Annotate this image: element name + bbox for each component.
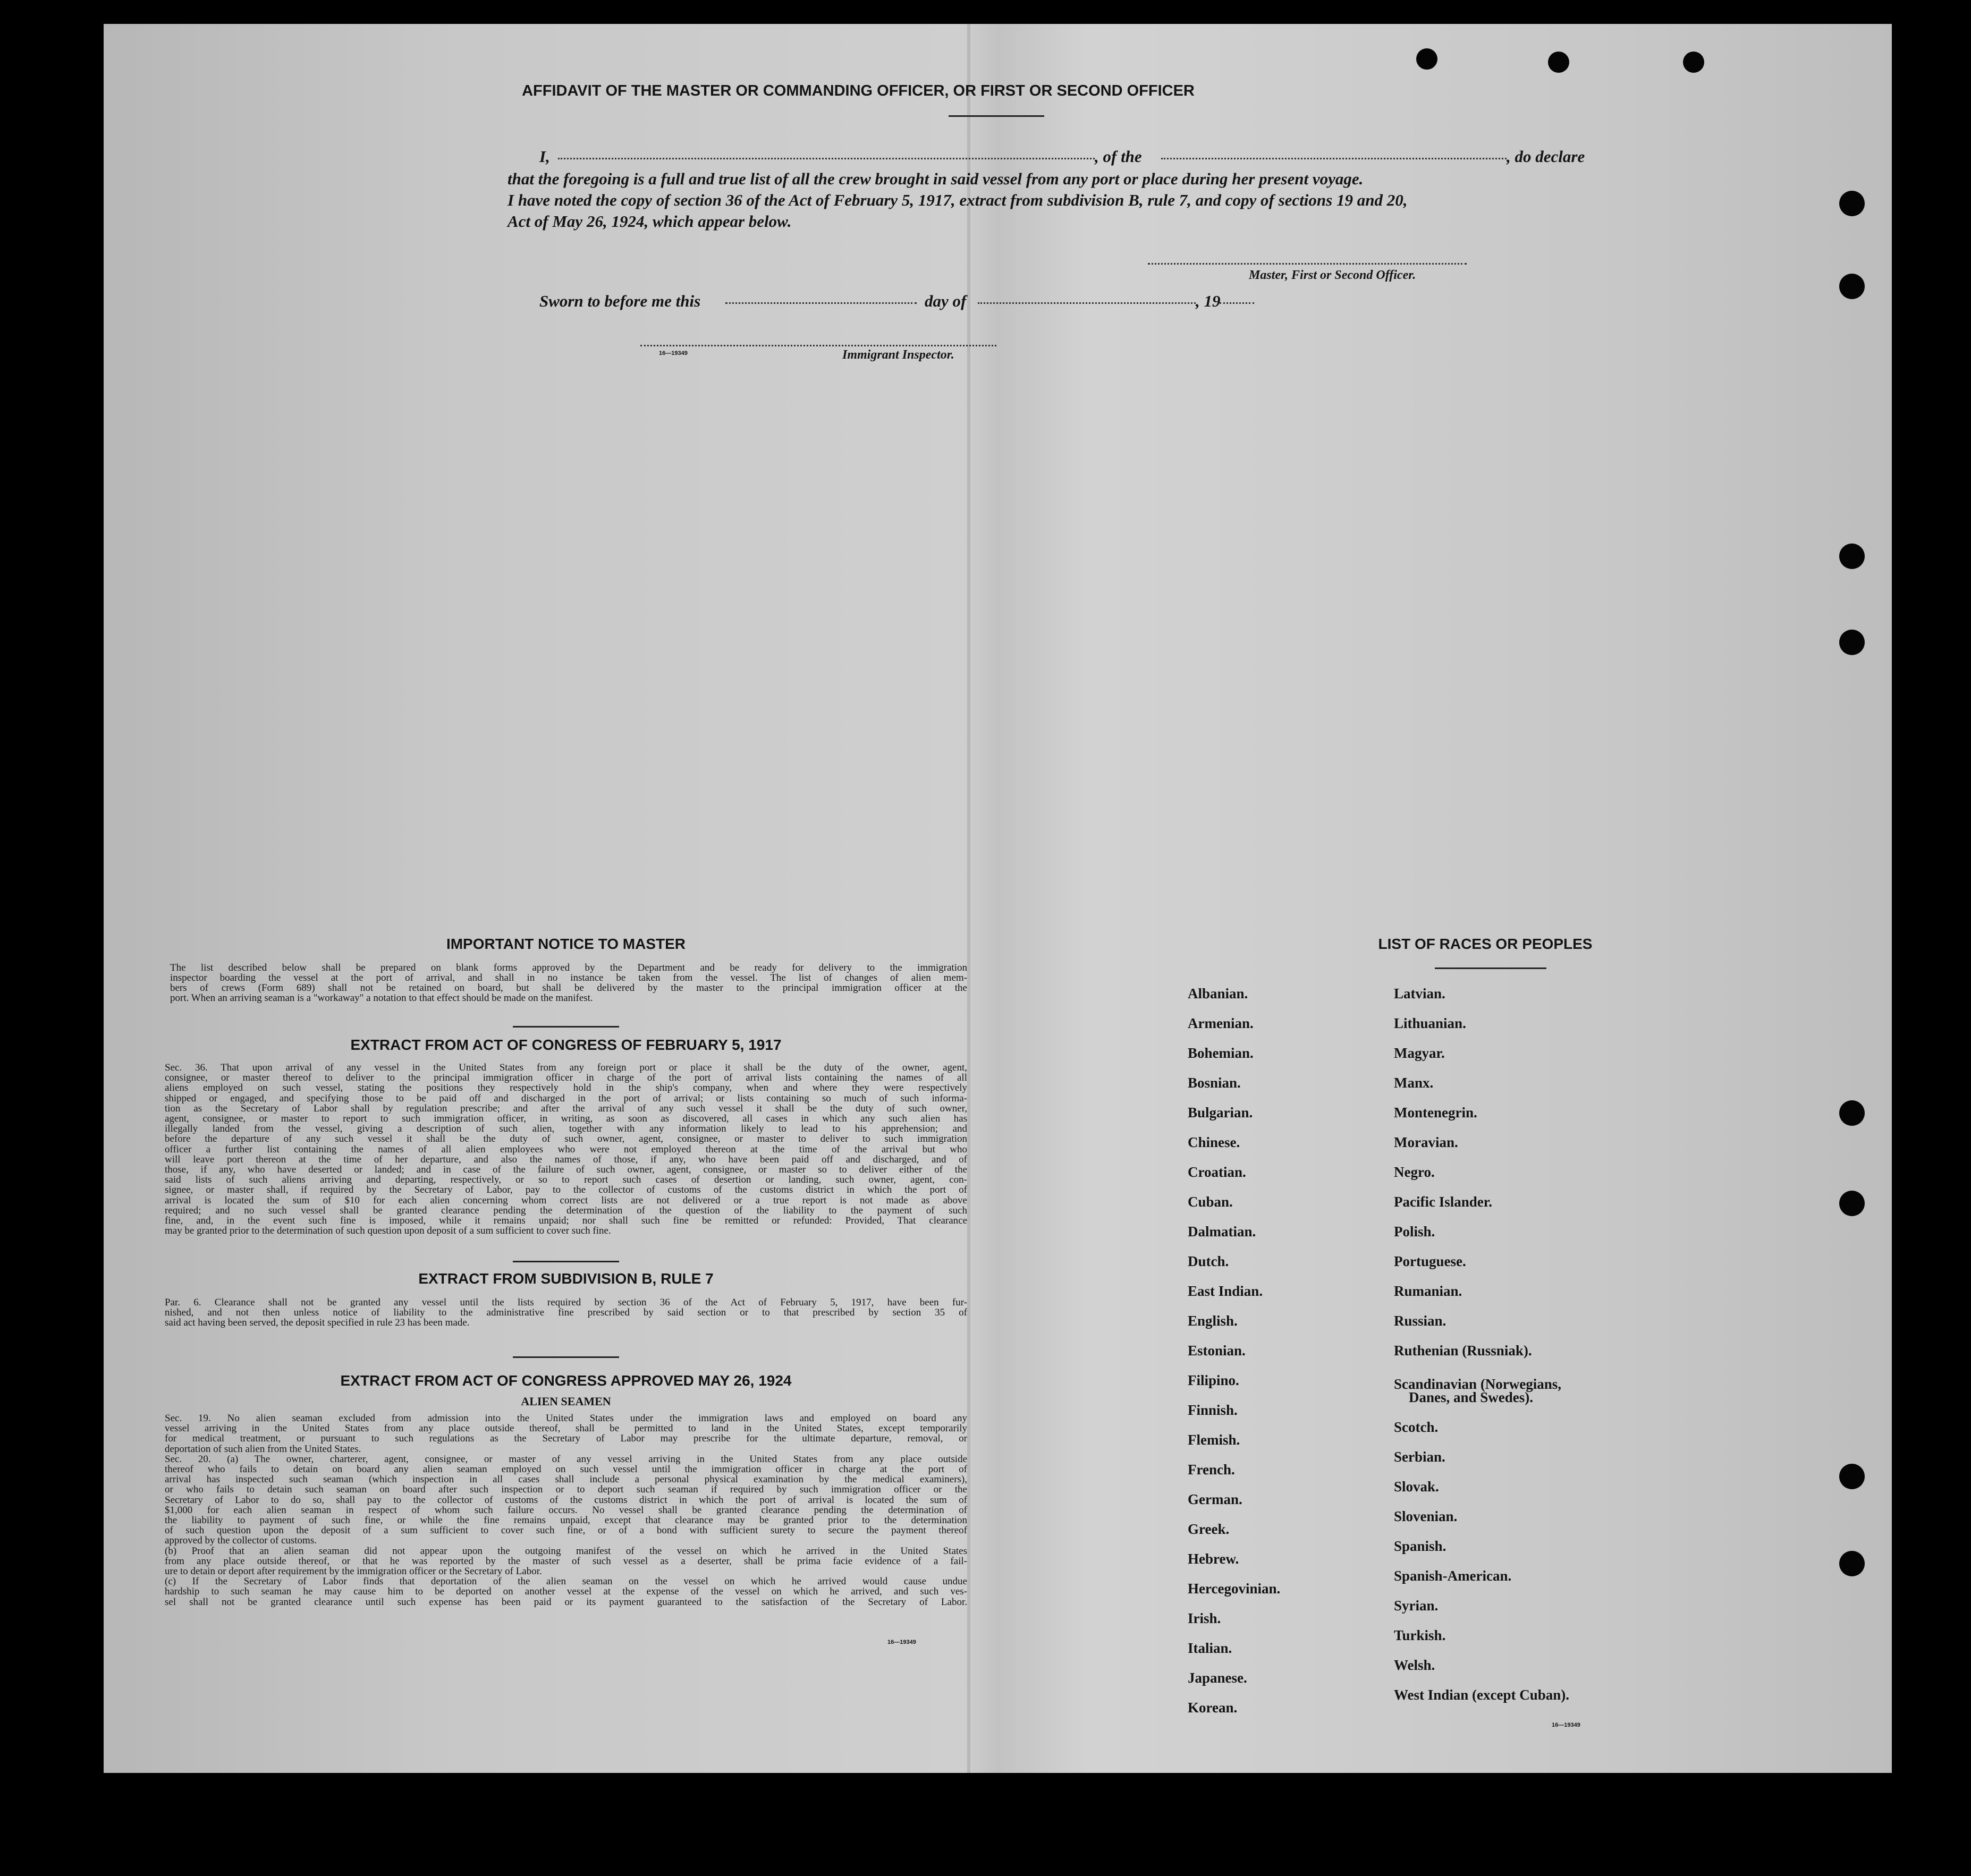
punch-hole xyxy=(1416,48,1437,70)
extract-1924-line: Secretary of Labor to do so, shall pay to the collector of customs of the customs district in which the port of arrival is located the sum of xyxy=(165,1495,967,1506)
rule-7-line: said act having been served, the deposit specified in rule 23 has been made. xyxy=(165,1318,470,1329)
race-entry: Croatian. xyxy=(1188,1164,1246,1180)
races-rule xyxy=(1435,967,1546,969)
punch-hole xyxy=(1839,191,1865,216)
extract-1924-line: arrival has inspected such seaman (which inspection in all cases shall include a personal physical examination by the medical examiners), xyxy=(165,1475,967,1485)
race-entry: Danes, and Swedes). xyxy=(1409,1389,1534,1405)
extract-1924-line: of such question upon the deposit of a sum sufficient to cover such fine, or of a bond with sufficient surety to secure the payment thereof xyxy=(165,1526,967,1537)
extract-1924-line: vessel arriving in the United States from any place outside thereof, shall be permitted to land in the United States, except temporarily xyxy=(165,1424,967,1434)
rule-7-line: Par. 6. Clearance shall not be granted any vessel until the lists required by section 36 of the Act of February 5, 1917, have been fur- xyxy=(165,1298,967,1308)
race-entry: Irish. xyxy=(1188,1610,1221,1626)
race-entry: French. xyxy=(1188,1462,1235,1478)
document-page xyxy=(104,24,1892,1773)
race-entry: Greek. xyxy=(1188,1521,1230,1537)
section-rule xyxy=(513,1026,619,1028)
race-entry: East Indian. xyxy=(1188,1283,1263,1299)
race-entry: Chinese. xyxy=(1188,1134,1240,1150)
rule-7-title: EXTRACT FROM SUBDIVISION B, RULE 7 xyxy=(418,1270,714,1287)
extract-1924-line: hardship to such seaman he may cause him to be deported on another vessel at the expense of the vessel on which he arrived, and such ves- xyxy=(165,1587,967,1598)
extract-1917-line: tion as the Secretary of Labor shall by regulation prescribe; and after the arrival of any such vessel it shall be the duty of such owner, xyxy=(165,1103,967,1114)
inspector-signature-field[interactable] xyxy=(640,345,996,346)
races-title: LIST OF RACES OR PEOPLES xyxy=(1378,936,1593,952)
race-entry: Syrian. xyxy=(1394,1598,1439,1614)
race-entry: Magyar. xyxy=(1394,1045,1445,1061)
punch-hole xyxy=(1683,52,1704,73)
alien-seamen-subtitle: ALIEN SEAMEN xyxy=(521,1395,611,1408)
race-entry: Cuban. xyxy=(1188,1194,1233,1210)
affidavit-line-2: that the foregoing is a full and true list of all the crew brought in said vessel from any port or place during her present voyage. xyxy=(507,169,1364,188)
race-entry: Pacific Islander. xyxy=(1394,1194,1492,1210)
extract-1917-line: fine, and, in the event such fine is imposed, while it remains unpaid; nor shall such fine be remitted or refunded: Provided, That clearance xyxy=(165,1216,967,1226)
extract-1924-line: the liability to payment of such fine, or while the fine remains unpaid, except that clearance may be granted prior to the determination xyxy=(165,1516,967,1526)
extract-1924-line: $1,000 for each alien seaman in respect of whom such failure occurs. No vessel shall be granted clearance pending the determination of xyxy=(165,1505,967,1516)
section-rule xyxy=(513,1261,619,1262)
race-entry: Turkish. xyxy=(1394,1627,1446,1643)
extract-1917-line: will leave port thereon at the time of her departure, and also the names of those, if any, who have been paid off and discharged, and of xyxy=(165,1155,967,1165)
race-entry: Albanian. xyxy=(1188,986,1248,1001)
race-entry: Bosnian. xyxy=(1188,1075,1241,1091)
race-entry: Rumanian. xyxy=(1394,1283,1462,1299)
year-label: , 19 xyxy=(1196,292,1221,310)
punch-hole xyxy=(1839,1551,1865,1576)
extract-1917-line: consignee, or master thereof to deliver to the principal immigration officer in charge of the port of arrival lists containing the names of all xyxy=(165,1073,967,1084)
race-entry: Portuguese. xyxy=(1394,1253,1466,1269)
notice-line: The list described below shall be prepared on blank forms approved by the Department and be ready for delivery to the immigration xyxy=(170,963,967,973)
extract-1924-line: sel shall not be granted clearance until such expense has been paid or its payment guaranteed to the satisfaction of the Secretary of Labor. xyxy=(165,1597,967,1608)
race-entry: Hercegovinian. xyxy=(1188,1581,1281,1597)
inspector-label: Immigrant Inspector. xyxy=(842,348,954,362)
race-entry: Latvian. xyxy=(1394,986,1445,1001)
section-rule xyxy=(513,1356,619,1358)
race-entry: Korean. xyxy=(1188,1700,1238,1716)
punch-hole xyxy=(1839,630,1865,655)
notice-line: inspector boarding the vessel at the port of arrival, and shall in no instance be taken from the vessel. The list of changes of alien mem- xyxy=(170,973,967,983)
master-signature-field[interactable] xyxy=(1148,263,1467,265)
day-of-label: day of xyxy=(925,292,967,310)
race-entry: German. xyxy=(1188,1491,1242,1507)
race-entry: Spanish. xyxy=(1394,1538,1446,1554)
notice-line: port. When an arriving seaman is a "workaway" a notation to that effect should be made on the manifest. xyxy=(170,994,593,1004)
extract-1917-line: said lists of such aliens arriving and departing, respectively, or so to report such cases of desertion or landing, such owner, agent, con- xyxy=(165,1175,967,1186)
race-entry: Moravian. xyxy=(1394,1134,1458,1150)
race-entry: Bohemian. xyxy=(1188,1045,1254,1061)
race-entry: Estonian. xyxy=(1188,1343,1246,1359)
extract-1924-line: approved by the collector of customs. xyxy=(165,1536,317,1547)
extract-1924-line: for medical treatment, or pursuant to such regulations as the Secretary of Labor may prescribe for the ultimate departure, removal, or xyxy=(165,1434,967,1445)
race-entry: Japanese. xyxy=(1188,1670,1247,1686)
race-entry: Montenegrin. xyxy=(1394,1105,1477,1120)
race-entry: West Indian (except Cuban). xyxy=(1394,1687,1570,1703)
race-entry: Italian. xyxy=(1188,1640,1232,1656)
race-entry: Armenian. xyxy=(1188,1015,1254,1031)
sworn-day-field[interactable] xyxy=(725,302,917,304)
race-entry: Hebrew. xyxy=(1188,1551,1239,1567)
punch-hole xyxy=(1839,1191,1865,1216)
race-entry: Scotch. xyxy=(1394,1419,1439,1435)
extract-1917-line: signee, or master shall, if required by the Secretary of Labor, pay to the collector of customs of the customs district in which the port of xyxy=(165,1185,967,1196)
affidavit-line-4: Act of May 26, 1924, which appear below. xyxy=(507,212,792,231)
extract-1917-line: arrival is located the sum of $10 for each alien concerning whom correct lists are not delivered or a true report is not made as above xyxy=(165,1195,967,1206)
name-field[interactable] xyxy=(558,158,1095,159)
race-entry: Scandinavian (Norwegians, xyxy=(1394,1376,1562,1392)
extract-1917-line: Sec. 36. That upon arrival of any vessel in the United States from any foreign port or place it shall be the duty of the owner, agent, xyxy=(165,1063,967,1073)
affidavit-title: AFFIDAVIT OF THE MASTER OR COMMANDING OFFICER, OR FIRST OR SECOND OFFICER xyxy=(522,82,1195,99)
race-entry: Polish. xyxy=(1394,1224,1435,1240)
extract-1917-line: may be granted prior to the determination of such question upon deposit of a sum sufficient to cover such fine. xyxy=(165,1226,611,1237)
extract-1924-line: thereof who fails to detain on board any alien seaman employed on such vessel until the immigration officer in charge at the port of xyxy=(165,1465,967,1475)
race-entry: Finnish. xyxy=(1188,1402,1238,1418)
extract-1917-line: those, if any, who have deserted or landed; and in case of the failure of such owner, agent, consignee, or master so to deliver either of the xyxy=(165,1165,967,1175)
extract-1917-line: aliens employed on such vessel, stating the positions they respectively hold in the ship's company, when and where they were respectively xyxy=(165,1083,967,1094)
vessel-field[interactable] xyxy=(1161,158,1507,159)
extract-1924-title: EXTRACT FROM ACT OF CONGRESS APPROVED MAY 26, 1924 xyxy=(340,1372,792,1389)
form-number: 16—19349 xyxy=(887,1639,916,1645)
punch-hole xyxy=(1839,274,1865,299)
race-entry: Welsh. xyxy=(1394,1657,1435,1673)
punch-hole xyxy=(1839,1464,1865,1489)
punch-hole xyxy=(1548,52,1569,73)
extract-1924-line: Sec. 19. No alien seaman excluded from admission into the United States under the immigration laws and employed on board any xyxy=(165,1414,967,1424)
i-label: I, xyxy=(539,147,550,166)
punch-hole xyxy=(1839,544,1865,569)
extract-1924-line: (c) If the Secretary of Labor finds that deportation of the alien seaman on the vessel on which he arrived would cause undue xyxy=(165,1577,967,1588)
extract-1917-line: illegally landed from the vessel, giving a description of such alien, together with any information likely to lead to his apprehension; and xyxy=(165,1124,967,1135)
extract-1924-line: deportation of such alien from the United States. xyxy=(165,1444,361,1455)
sworn-year-field[interactable] xyxy=(1220,302,1254,304)
notice-title: IMPORTANT NOTICE TO MASTER xyxy=(446,936,686,952)
punch-hole xyxy=(1839,1100,1865,1126)
extract-1924-line: ure to detain or deport after requirement by the immigration officer or the Secretary of Labor. xyxy=(165,1567,542,1577)
race-entry: Dalmatian. xyxy=(1188,1224,1256,1240)
form-number: 16—19349 xyxy=(1552,1722,1580,1728)
extract-1917-line: agent, consignee, or master to report to such immigration officer, in writing, as soon as discovered, all cases in which any such alien has xyxy=(165,1114,967,1124)
extract-1924-line: from any place outside thereof, or that he was reported by the master of such vessel as a deserter, shall be prima facie evidence of a fail- xyxy=(165,1556,967,1567)
notice-line: bers of crews (Form 689) shall not be retained on board, but shall be delivered by the master to the principal immigration officer at the xyxy=(170,983,967,994)
race-entry: Negro. xyxy=(1394,1164,1435,1180)
title-rule xyxy=(949,115,1044,117)
of-the-label: , of the xyxy=(1095,147,1142,166)
race-entry: Filipino. xyxy=(1188,1372,1239,1388)
race-entry: Flemish. xyxy=(1188,1432,1240,1448)
race-entry: Slovenian. xyxy=(1394,1508,1458,1524)
sworn-month-field[interactable] xyxy=(978,302,1196,304)
master-label: Master, First or Second Officer. xyxy=(1249,268,1416,282)
extract-1917-line: shipped or engaged, and specifying those to be paid off and discharged in the port of arrival; or lists containing so much of such informa- xyxy=(165,1093,967,1104)
do-declare-label: , do declare xyxy=(1507,147,1585,166)
race-entry: Dutch. xyxy=(1188,1253,1229,1269)
race-entry: Slovak. xyxy=(1394,1479,1439,1495)
extract-1924-line: (b) Proof that an alien seaman did not appear upon the outgoing manifest of the vessel on which he arrived in the United States xyxy=(165,1546,967,1557)
extract-1917-title: EXTRACT FROM ACT OF CONGRESS OF FEBRUARY 5, 1917 xyxy=(350,1037,782,1053)
race-entry: Russian. xyxy=(1394,1313,1446,1329)
page-fold xyxy=(967,24,970,1773)
extract-1917-line: required; and no such vessel shall be granted clearance pending the determination of the question of the liability to the payment of such xyxy=(165,1206,967,1216)
race-entry: Bulgarian. xyxy=(1188,1105,1253,1120)
race-entry: Manx. xyxy=(1394,1075,1434,1091)
race-entry: Spanish-American. xyxy=(1394,1568,1512,1584)
race-entry: Lithuanian. xyxy=(1394,1015,1466,1031)
extract-1917-line: officer a further list containing the names of all alien employees who were not employed thereon at the time of the arrival but who xyxy=(165,1144,967,1155)
race-entry: English. xyxy=(1188,1313,1238,1329)
race-entry: Serbian. xyxy=(1394,1449,1445,1465)
rule-7-line: nished, and not then unless notice of liability to the administrative fine prescribed by said section or to that prescribed by section 35 of xyxy=(165,1308,967,1319)
extract-1917-line: before the departure of any such vessel it shall be the duty of such owner, agent, consignee, or master to deliver to such immigration xyxy=(165,1134,967,1145)
extract-1924-line: Sec. 20. (a) The owner, charterer, agent, consignee, or master of any vessel arriving in the United States from any place outside xyxy=(165,1454,967,1465)
race-entry: Ruthenian (Russniak). xyxy=(1394,1343,1532,1359)
affidavit-line-3: I have noted the copy of section 36 of the Act of February 5, 1917, extract from subdivision B, rule 7, and copy of sections 19 and 20, xyxy=(507,191,1408,209)
extract-1924-line: or who fails to detain such seaman on board after such inspection or to deport such seaman if required by such immigration officer or the xyxy=(165,1485,967,1496)
form-number: 16—19349 xyxy=(659,350,688,356)
sworn-label: Sworn to before me this xyxy=(539,292,701,310)
